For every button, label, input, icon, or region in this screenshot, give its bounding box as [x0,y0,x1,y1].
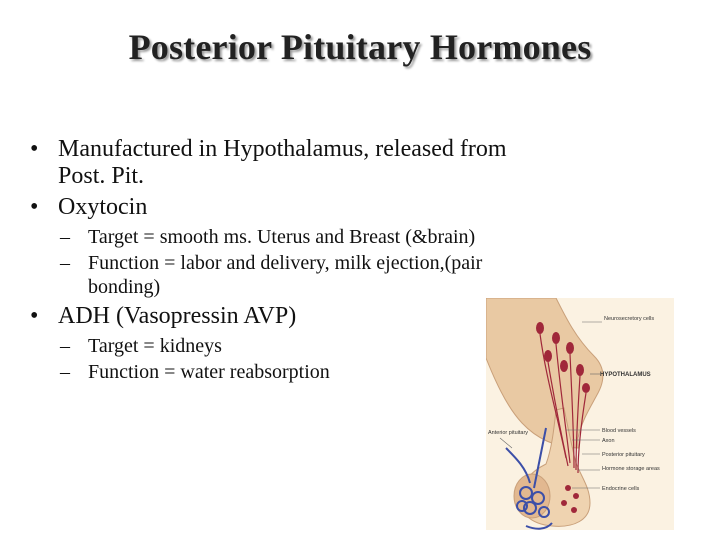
slide-title: Posterior Pituitary Hormones [128,27,592,67]
sub-bullet-dash: – [60,335,70,357]
bullet-manufactured [30,136,590,190]
bullet-text-line: Post. Pit. [58,163,145,189]
sub-bullet-text: Target = kidneys [88,335,222,357]
bullet-oxytocin [30,194,590,221]
bullet-text-line: Manufactured in Hypothalamus, released from [58,136,507,162]
label-hypothalamus: HYPOTHALAMUS [600,372,651,378]
sub-bullet-oxytocin-target [30,225,590,249]
label-neurosecretory: Neurosecretory cells [604,316,655,322]
pituitary-diagram-svg [486,298,674,530]
bullet-dot: • [30,303,39,329]
sub-bullet-dash: – [60,361,70,383]
label-axon: Axon [602,438,615,444]
sub-bullet-dash: – [60,252,70,274]
bullet-dot: • [30,194,39,220]
label-blood-vessels: Blood vessels [602,428,636,434]
sub-bullet-dash: – [60,226,70,248]
hypothalamus-tissue [486,298,603,448]
bullet-text: ADH (Vasopressin AVP) [58,303,297,329]
label-hormone-storage: Hormone storage areas [602,466,660,472]
sub-bullet-text: Target = smooth ms. Uterus and Breast (&brain) [88,226,476,248]
bullet-text: Oxytocin [58,194,148,220]
sub-bullet-oxytocin-function [30,251,590,299]
bullet-dot: • [30,136,39,162]
sub-bullet-text-line: Function = labor and delivery, milk ejection,(pair [88,252,483,274]
label-posterior-pituitary: Posterior pituitary [602,452,645,458]
pituitary-diagram [486,298,674,530]
sub-bullet-text: Function = water reabsorption [88,361,330,383]
label-endocrine-cells: Endocrine cells [602,486,640,492]
label-anterior-pituitary: Anterior pituitary [488,430,529,436]
sub-bullet-text-line: bonding) [88,276,161,298]
